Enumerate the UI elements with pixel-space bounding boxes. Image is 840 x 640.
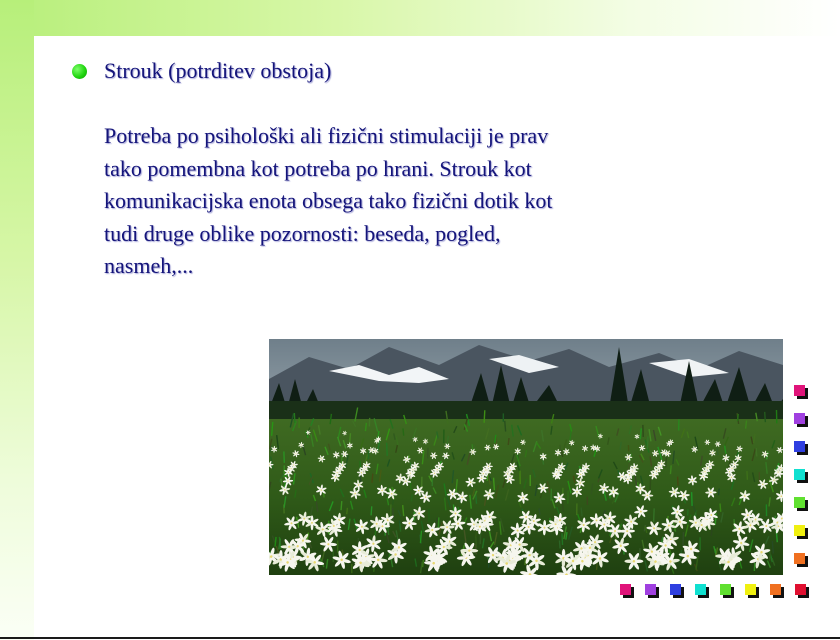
accent-square bbox=[770, 584, 781, 595]
accent-square bbox=[795, 584, 806, 595]
body-line: Potreba po psihološki ali fizični stimulaciji je prav bbox=[104, 123, 549, 148]
accent-square bbox=[794, 553, 805, 564]
body-line: nasmeh,... bbox=[104, 253, 194, 278]
green-dot-bullet-icon bbox=[72, 64, 87, 79]
body-line: tako pomembna kot potreba po hrani. Strouk kot bbox=[104, 155, 532, 181]
bottom-border bbox=[0, 637, 840, 639]
accent-square bbox=[745, 584, 756, 595]
accent-square bbox=[645, 584, 656, 595]
body-line: tudi druge oblike pozornosti: beseda, pogled, bbox=[104, 220, 501, 246]
accent-square bbox=[670, 584, 681, 595]
accent-square bbox=[794, 413, 805, 424]
accent-square bbox=[794, 497, 805, 508]
body-line: komunikacijska enota obsega tako fizični dotik kot bbox=[104, 188, 553, 213]
accent-square bbox=[794, 525, 805, 536]
accent-square bbox=[620, 584, 631, 595]
background-gradient-top bbox=[0, 0, 840, 36]
background-gradient-left bbox=[0, 0, 34, 640]
accent-square bbox=[695, 584, 706, 595]
meadow-flowers-photo bbox=[269, 339, 783, 575]
slide-heading: Strouk (potrditev obstoja) bbox=[104, 58, 332, 83]
accent-square bbox=[720, 584, 731, 595]
accent-square bbox=[794, 385, 805, 396]
accent-square bbox=[794, 469, 805, 480]
slide-body-text bbox=[104, 120, 664, 283]
accent-square bbox=[794, 441, 805, 452]
